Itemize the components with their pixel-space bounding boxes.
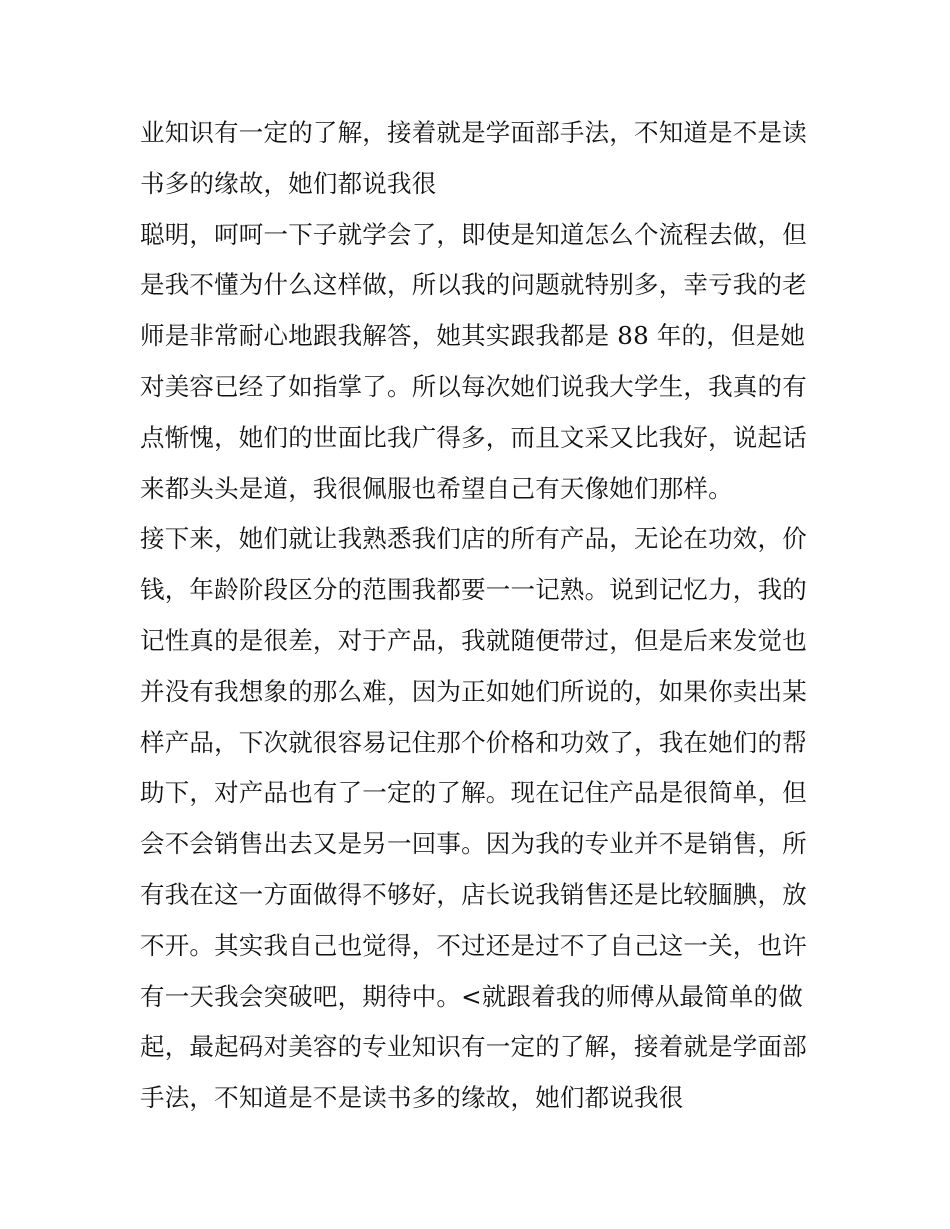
text-line-15: 会不会销售出去又是另一回事。因为我的专业并不是销售，所	[140, 829, 807, 859]
body-text	[140, 108, 820, 1124]
text-line-14: 助下，对产品也有了一定的了解。现在记住产品是很简单，但	[140, 778, 807, 808]
text-line-18: 有一天我会突破吧，期待中。<就跟着我的师傅从最简单的做	[140, 981, 803, 1011]
text-line-20: 手法，不知道是不是读书多的缘故，她们都说我很	[140, 1083, 684, 1113]
text-line-5: 师是非常耐心地跟我解答，她其实跟我都是 88 年的，但是她	[140, 321, 806, 351]
text-line-12: 并没有我想象的那么难，因为正如她们所说的，如果你卖出某	[140, 676, 807, 706]
text-line-8: 来都头头是道，我很佩服也希望自己有天像她们那样。	[140, 473, 733, 503]
text-line-3: 聪明，呵呵一下子就学会了，即使是知道怎么个流程去做，但	[140, 219, 807, 249]
text-line-2: 书多的缘故，她们都说我很	[140, 168, 437, 198]
text-line-16: 有我在这一方面做得不够好，店长说我销售还是比较腼腆，放	[140, 879, 807, 909]
text-line-9: 接下来，她们就让我熟悉我们店的所有产品，无论在功效，价	[140, 524, 807, 554]
text-line-11: 记性真的是很差，对于产品，我就随便带过，但是后来发觉也	[140, 625, 807, 655]
text-line-17: 不开。其实我自己也觉得，不过还是过不了自己这一关，也许	[140, 930, 807, 960]
text-line-19: 起，最起码对美容的专业知识有一定的了解，接着就是学面部	[140, 1032, 807, 1062]
text-line-7: 点惭愧，她们的世面比我广得多，而且文采又比我好，说起话	[140, 422, 807, 452]
text-line-10: 钱，年龄阶段区分的范围我都要一一记熟。说到记忆力，我的	[140, 575, 807, 605]
text-line-13: 样产品，下次就很容易记住那个价格和功效了，我在她们的帮	[140, 727, 807, 757]
text-line-1: 业知识有一定的了解，接着就是学面部手法，不知道是不是读	[140, 118, 807, 147]
text-line-6: 对美容已经了如指掌了。所以每次她们说我大学生，我真的有	[140, 371, 807, 401]
text-line-4: 是我不懂为什么这样做，所以我的问题就特别多，幸亏我的老	[140, 270, 807, 300]
